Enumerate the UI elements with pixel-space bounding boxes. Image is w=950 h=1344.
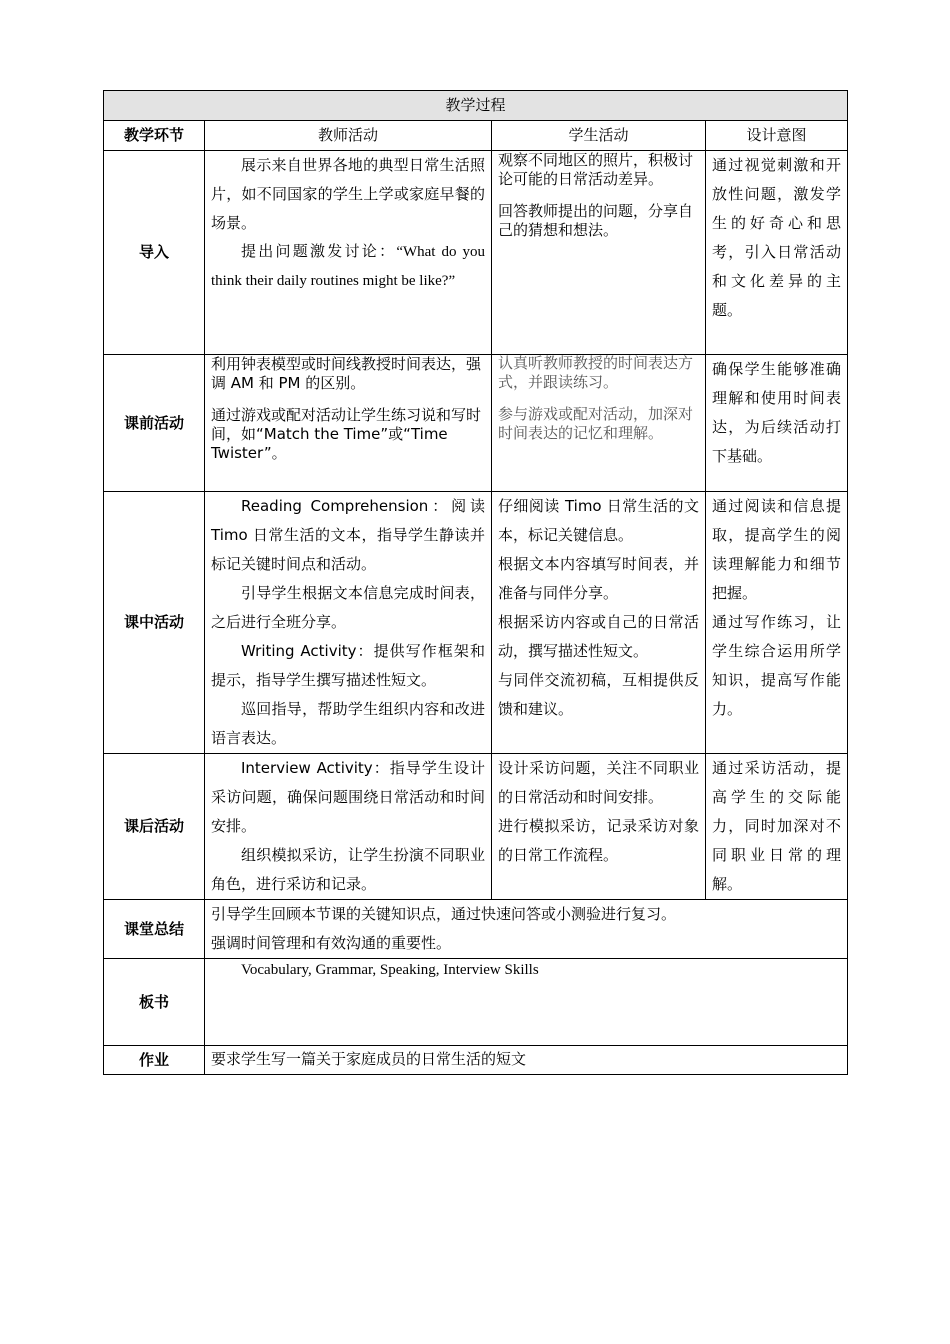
student-text: 根据采访内容或自己的日常活动，撰写描述性短文。 <box>498 613 699 660</box>
student-cell <box>492 492 706 754</box>
stage-summary: 课堂总结 <box>104 900 205 959</box>
header-teacher: 教师活动 <box>205 121 492 151</box>
intent-cell: 通过采访活动，提高学生的交际能力，同时加深对不同职业日常的理解。 <box>706 754 848 900</box>
teacher-cell <box>205 355 492 492</box>
teacher-text: Writing Activity：提供写作框架和提示，指导学生撰写描述性短文。 <box>211 642 485 689</box>
summary-row <box>104 900 848 959</box>
student-text: 根据文本内容填写时间表，并准备与同伴分享。 <box>498 555 699 602</box>
table-row <box>104 754 848 900</box>
teacher-cell <box>205 151 492 355</box>
header-stage: 教学环节 <box>104 121 205 151</box>
board-row <box>104 959 848 1046</box>
teacher-text: 利用钟表模型或时间线教授时间表达，强调 AM 和 PM 的区别。 <box>211 355 482 392</box>
teacher-text: 提出问题激发讨论：“What do you think their daily routines might be like?” <box>211 244 485 289</box>
board-text: Vocabulary, Grammar, Speaking, Interview Skills <box>241 962 539 978</box>
summary-text: 强调时间管理和有效沟通的重要性。 <box>211 934 452 952</box>
stage-pre-class: 课前活动 <box>104 355 205 492</box>
table-row <box>104 151 848 355</box>
student-text: 参与游戏或配对活动，加深对时间表达的记忆和理解。 <box>498 407 694 442</box>
student-text: 认真听教师教授的时间表达方式，并跟读练习。 <box>498 356 694 391</box>
teacher-text: 引导学生根据文本信息完成时间表，之后进行全班分享。 <box>211 584 485 631</box>
teacher-cell <box>205 492 492 754</box>
stage-homework: 作业 <box>104 1046 205 1075</box>
teacher-text: Interview Activity：指导学生设计采访问题，确保问题围绕日常活动和时间安排。 <box>211 759 485 835</box>
teacher-text: 通过游戏或配对活动让学生练习说和写时间，如“Match the Time”或“Time Twister”。 <box>211 406 482 462</box>
table-row <box>104 355 848 492</box>
header-student: 学生活动 <box>492 121 706 151</box>
intent-cell <box>706 492 848 754</box>
teacher-text: 巡回指导，帮助学生组织内容和改进语言表达。 <box>211 700 485 747</box>
homework-text: 要求学生写一篇关于家庭成员的日常生活的短文 <box>205 1046 848 1075</box>
intent-text: 通过阅读和信息提取，提高学生的阅读理解能力和细节把握。 <box>712 497 842 602</box>
intent-cell: 通过视觉刺激和开放性问题，激发学生的好奇心和思考，引入日常活动和文化差异的主题。 <box>706 151 848 355</box>
student-cell <box>492 355 706 492</box>
stage-board: 板书 <box>104 959 205 1046</box>
teaching-process-table <box>103 90 848 1075</box>
table-title: 教学过程 <box>104 91 848 121</box>
stage-after-class: 课后活动 <box>104 754 205 900</box>
student-text: 与同伴交流初稿，互相提供反馈和建议。 <box>498 671 699 718</box>
board-cell <box>205 959 848 1046</box>
header-row <box>104 121 848 151</box>
teacher-text: Reading Comprehension：阅读 Timo 日常生活的文本，指导学生静读并标记关键时间点和活动。 <box>211 497 485 573</box>
table-title-row <box>104 91 848 121</box>
table-row <box>104 492 848 754</box>
teacher-text: 组织模拟采访，让学生扮演不同职业角色，进行采访和记录。 <box>211 846 485 893</box>
intent-cell: 确保学生能够准确理解和使用时间表达，为后续活动打下基础。 <box>706 355 848 492</box>
student-cell <box>492 754 706 900</box>
stage-in-class: 课中活动 <box>104 492 205 754</box>
student-text: 进行模拟采访，记录采访对象的日常工作流程。 <box>498 817 699 864</box>
student-text: 设计采访问题，关注不同职业的日常活动和时间安排。 <box>498 759 699 806</box>
summary-cell <box>205 900 848 959</box>
stage-intro: 导入 <box>104 151 205 355</box>
teacher-cell <box>205 754 492 900</box>
student-text: 仔细阅读 Timo 日常生活的文本，标记关键信息。 <box>498 497 699 544</box>
header-intent: 设计意图 <box>706 121 848 151</box>
student-cell <box>492 151 706 355</box>
intent-text: 通过写作练习，让学生综合运用所学知识，提高写作能力。 <box>712 613 842 718</box>
summary-text: 引导学生回顾本节课的关键知识点，通过快速问答或小测验进行复习。 <box>211 905 677 923</box>
student-text: 回答教师提出的问题，分享自己的猜想和想法。 <box>498 202 694 239</box>
homework-row <box>104 1046 848 1075</box>
student-text: 观察不同地区的照片，积极讨论可能的日常活动差异。 <box>498 151 694 188</box>
teacher-text: 展示来自世界各地的典型日常生活照片，如不同国家的学生上学或家庭早餐的场景。 <box>211 156 485 232</box>
